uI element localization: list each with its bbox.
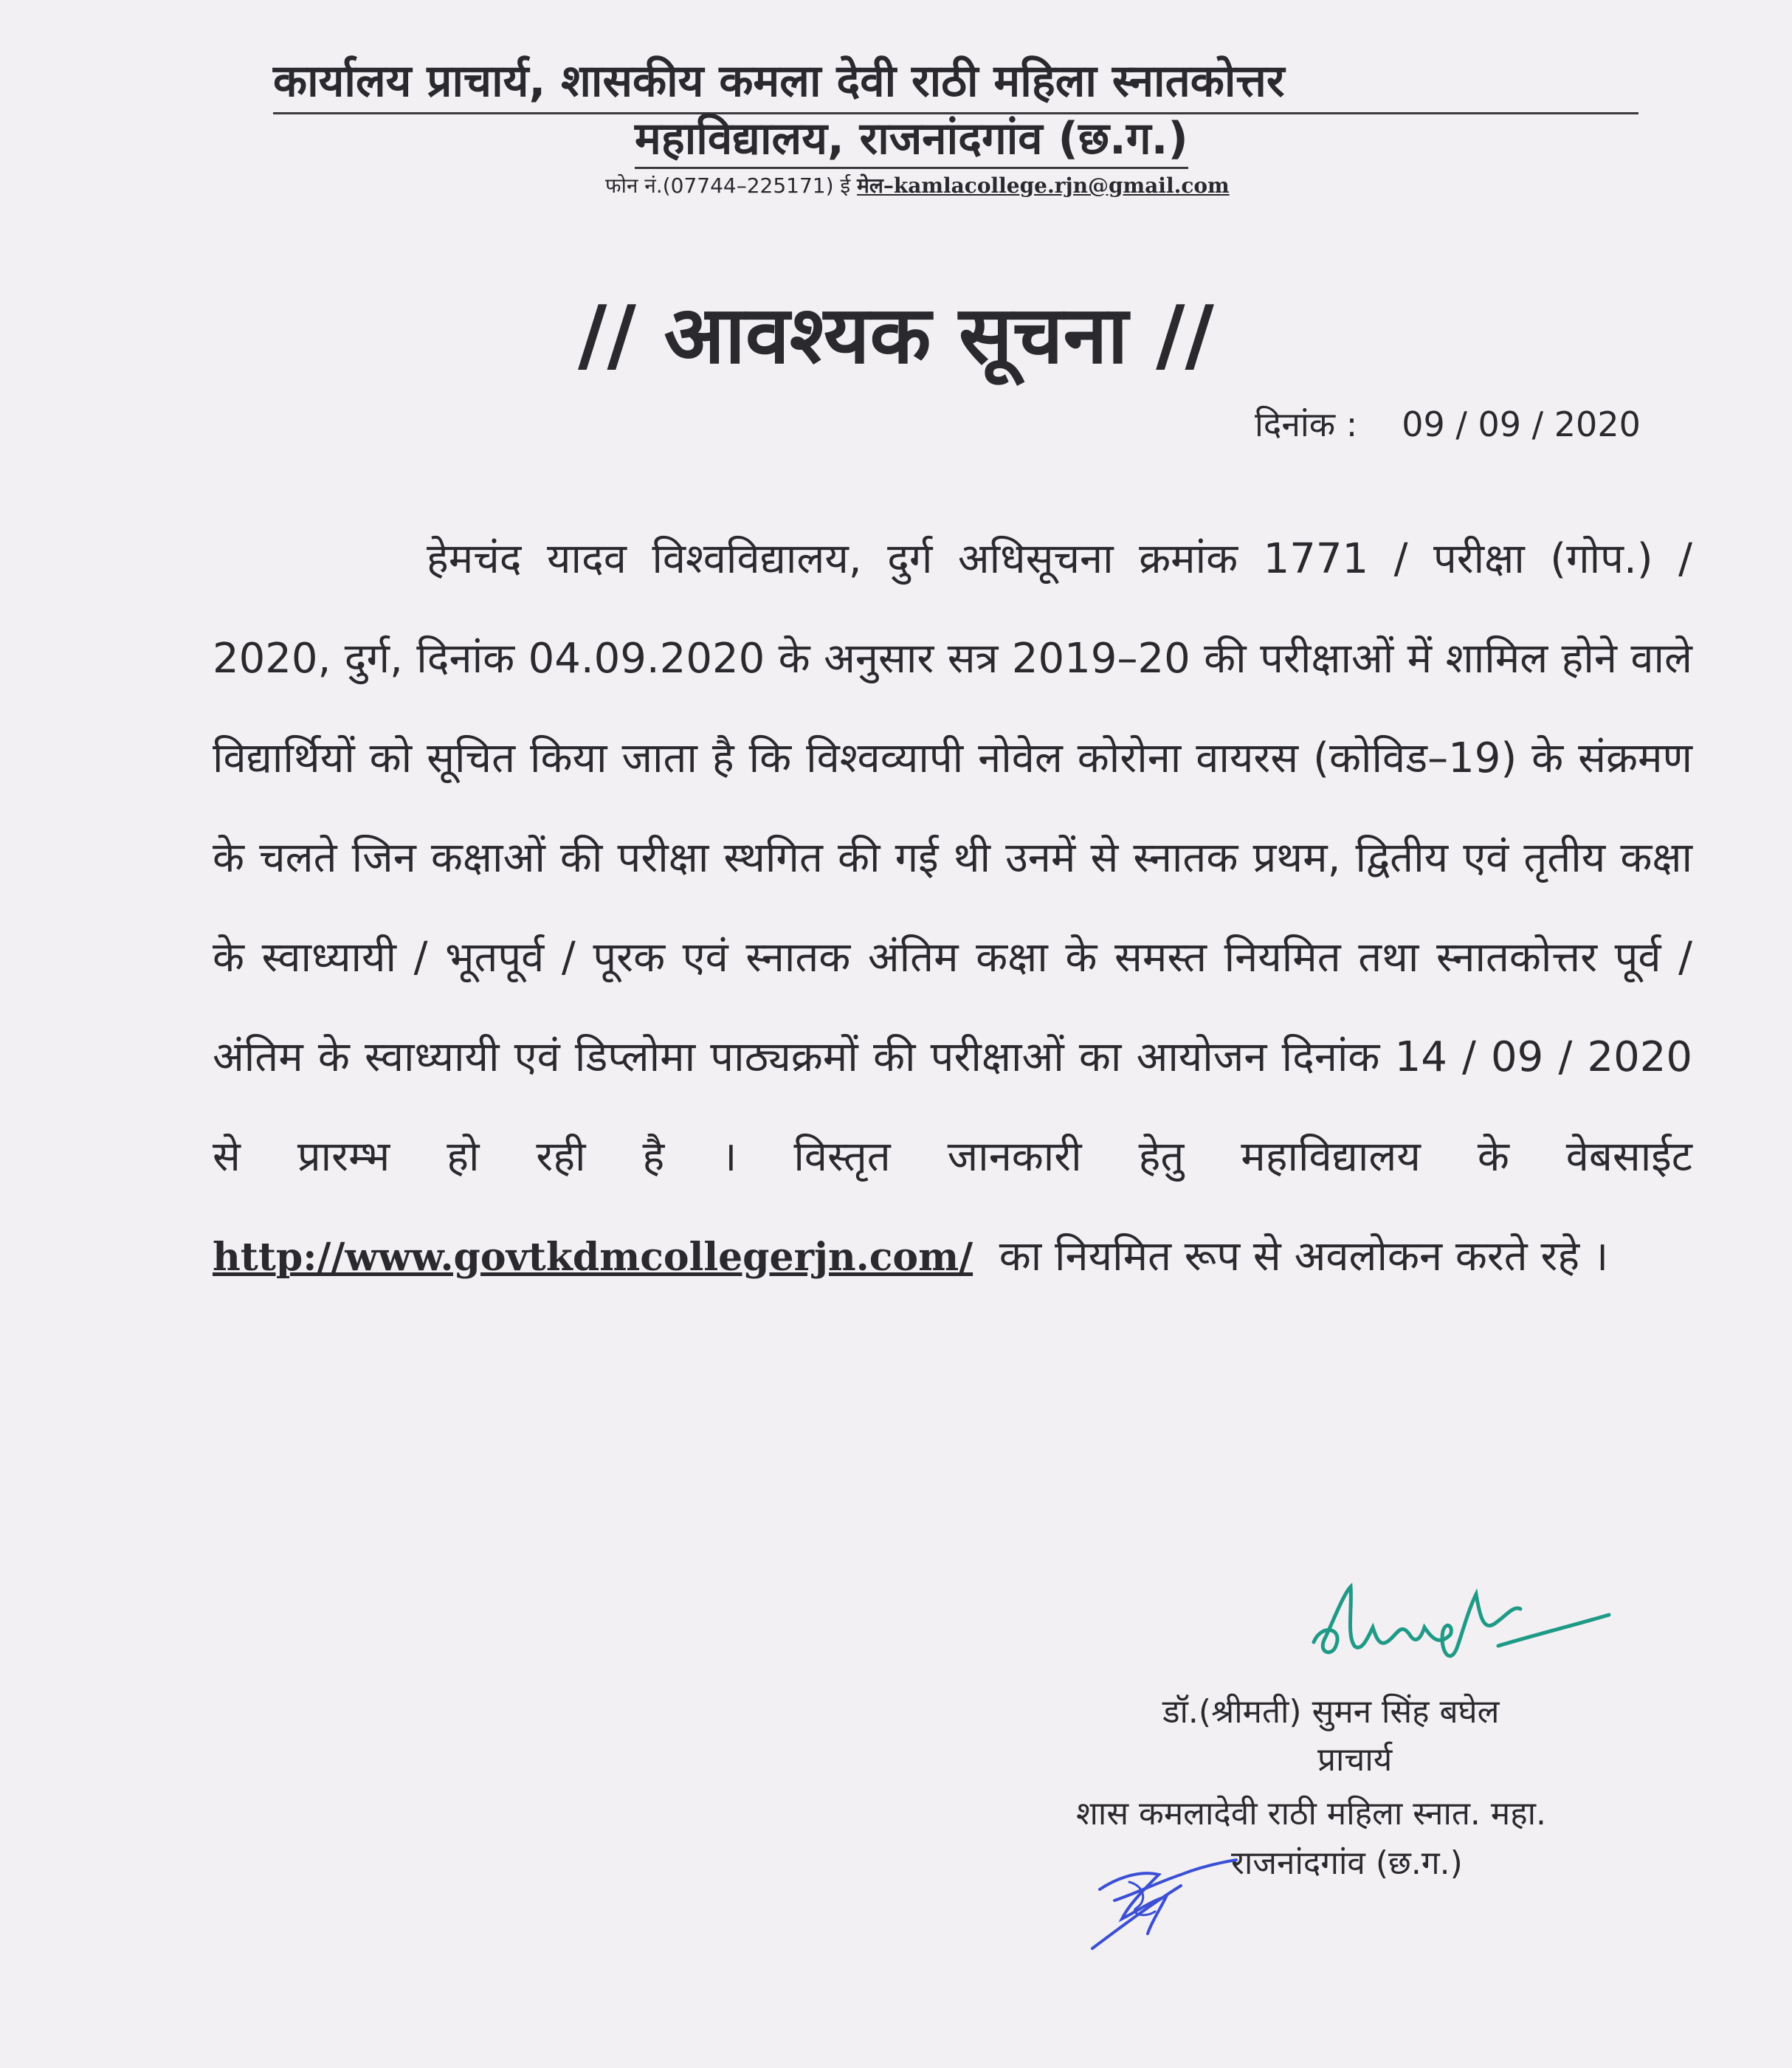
notice-title: // आवश्यक सूचना //	[578, 289, 1214, 382]
notice-date	[1255, 399, 1641, 450]
initials-stamp-icon	[1078, 1830, 1247, 1956]
notice-body	[213, 509, 1692, 1307]
date-label: दिनांक :	[1255, 404, 1358, 444]
signatory-designation: प्राचार्य	[1317, 1741, 1393, 1779]
date-value: 09 / 09 / 2020	[1402, 404, 1641, 444]
website-link[interactable]: http://www.govtkdmcollegerjn.com/	[213, 1235, 973, 1280]
header-phone: फोन नं.(07744–225171) ई	[605, 173, 851, 198]
principal-signature-icon	[1299, 1565, 1624, 1683]
body-text-part1: हेमचंद यादव विश्वविद्यालय, दुर्ग अधिसूचना क्रमांक 1771 / परीक्षा (गोप.) / 2020, दुर्ग, दिनांक 04.09.2020 के अनुसार सत्र 2019–20 की परीक्षाओं में शामिल होने वाले विद्यार्थियों को सूचित किया जाता है कि विश्वव्यापी नोवेल कोरोना वायरस (कोविड–19) के संक्रमण के चलते जिन कक्षाओं की परीक्षा स्थगित की गई थी उनमें से स्नातक प्रथम, द्वितीय एवं तृतीय कक्षा के स्वाध्यायी / भूतपूर्व / पूरक एवं स्नातक अंतिम कक्षा के समस्त नियमित तथा स्नातकोत्तर पूर्व / अंतिम के स्वाध्यायी एवं डिप्लोमा पाठ्यक्रमों की परीक्षाओं का आयोजन दिनांक 14 / 09 / 2020 से प्रारम्भ हो रही है । विस्तृत जानकारी हेतु महाविद्यालय के वेबसाईट	[213, 535, 1692, 1181]
signatory-city: राजनांदगांव (छ.ग.)	[1231, 1844, 1463, 1882]
header-email: मेल–kamlacollege.rjn@gmail.com	[857, 173, 1230, 198]
body-text-part2: का नियमित रूप से अवलोकन करते रहे ।	[999, 1233, 1609, 1281]
signatory-name: डॉ.(श्रीमती) सुमन सिंह बघेल	[1162, 1693, 1500, 1731]
header-contact	[605, 171, 1230, 201]
header-office-title: कार्यालय प्राचार्य, शासकीय कमला देवी राठी महिला स्नातकोत्तर	[273, 52, 1638, 114]
signatory-institution: शास कमलादेवी राठी महिला स्नात. महा.	[1076, 1795, 1546, 1833]
header-college-location: महाविद्यालय, राजनांदगांव (छ.ग.)	[635, 111, 1188, 169]
